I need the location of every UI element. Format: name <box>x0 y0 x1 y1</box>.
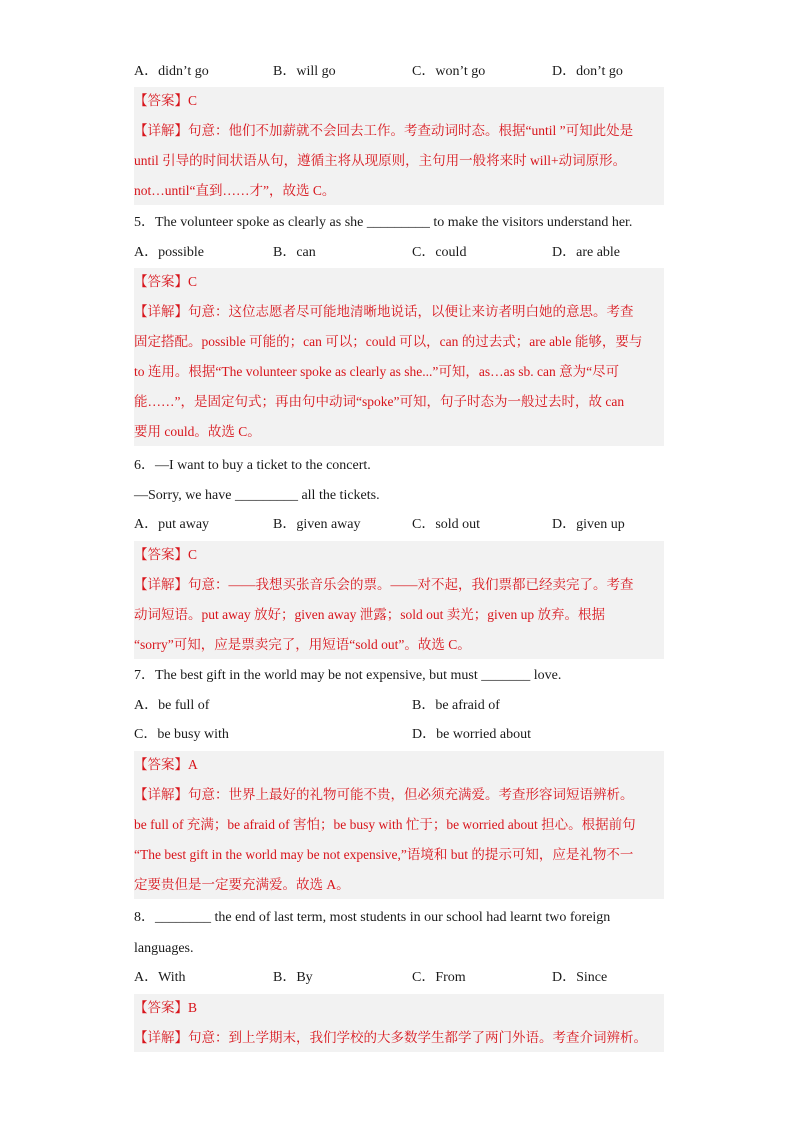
q5-detail-line-3: to 连用。根据“The volunteer spoke as clearly as she...”可知，as…as sb. can 意为“尽可 <box>134 364 620 379</box>
q8-options <box>134 964 694 992</box>
q5-detail-line-4: 能……”，是固定句式；再由句中动词“spoke”可知，句子时态为一般过去时，故 can <box>134 394 625 409</box>
q8-option-b: B．By <box>273 970 313 985</box>
q6-detail-line-2: 动词短语。put away 放好；given away 泄露；sold out 卖光；given up 放弃。根据 <box>134 607 605 622</box>
q4-option-a: A．didn’t go <box>134 64 209 79</box>
q4-options <box>134 58 694 86</box>
q7-detail-line-3: “The best gift in the world may be not expensive,”语境和 but 的提示可知，应是礼物不一 <box>134 847 634 862</box>
q5-detail-line-1: 【详解】句意：这位志愿者尽可能地清晰地说话，以便让来访者明白她的意思。考查 <box>134 304 634 319</box>
q8-answer-box <box>134 994 664 1052</box>
q5-detail-line-2: 固定搭配。possible 可能的；can 可以；could 可以，can 的过去式；are able 能够，要与 <box>134 334 643 349</box>
q7-option-d: D．be worried about <box>412 727 531 742</box>
q5-option-a: A．possible <box>134 245 204 260</box>
q6-detail-line-1: 【详解】句意：——我想买张音乐会的票。——对不起，我们票都已经卖完了。考查 <box>134 577 634 592</box>
q5-stem: 5．The volunteer spoke as clearly as she _________ to make the visitors understand her. <box>134 215 633 230</box>
q7-stem: 7．The best gift in the world may be not expensive, but must _______ love. <box>134 668 562 683</box>
q4-answer-box <box>134 87 664 205</box>
q4-detail-line-3: not…until“直到……才”，故选 C。 <box>134 183 336 198</box>
q6-option-d: D．given up <box>552 517 625 532</box>
q6-option-c: C．sold out <box>412 517 481 532</box>
q8-option-a: A．With <box>134 970 186 985</box>
q5-option-d: D．are able <box>552 245 621 260</box>
q8-option-d: D．Since <box>552 970 608 985</box>
q5-detail-line-5: 要用 could。故选 C。 <box>134 424 261 439</box>
q6-stem-line-2: —Sorry, we have _________ all the tickets. <box>134 488 380 503</box>
q6-option-a: A．put away <box>134 517 210 532</box>
q7-options-row-2 <box>134 721 694 749</box>
q4-detail-line-1: 【详解】句意：他们不加薪就不会回去工作。考查动词时态。根据“until ”可知此处是 <box>134 123 634 138</box>
q7-answer-box <box>134 751 664 899</box>
q5-option-b: B．can <box>273 245 316 260</box>
q6-options <box>134 511 694 539</box>
q8-stem-line-1: 8．________ the end of last term, most students in our school had learnt two foreign <box>134 910 611 925</box>
q4-option-b: B．will go <box>273 64 336 79</box>
q7-option-c: C．be busy with <box>134 727 229 742</box>
q7-detail-line-1: 【详解】句意：世界上最好的礼物可能不贵，但必须充满爱。考查形容词短语辨析。 <box>134 787 634 802</box>
q8-detail-line-1: 【详解】句意：到上学期末，我们学校的大多数学生都学了两门外语。考查介词辨析。 <box>134 1030 647 1045</box>
q4-answer: 【答案】C <box>134 93 198 108</box>
q5-answer-box <box>134 268 664 446</box>
q4-option-c: C．won’t go <box>412 64 486 79</box>
q8-answer: 【答案】B <box>134 1000 198 1015</box>
q7-detail-line-4: 定要贵但是一定要充满爱。故选 A。 <box>134 877 350 892</box>
q6-answer-box <box>134 541 664 659</box>
q5-answer: 【答案】C <box>134 274 198 289</box>
q4-detail-line-2: until 引导的时间状语从句，遵循主将从现原则，主句用一般将来时 will+动词原形。 <box>134 153 627 168</box>
q5-option-c: C．could <box>412 245 467 260</box>
q7-detail-line-2: be full of 充满；be afraid of 害怕；be busy with 忙于；be worried about 担心。根据前句 <box>134 817 636 832</box>
q4-option-d: D．don’t go <box>552 64 623 79</box>
q5-options <box>134 239 694 267</box>
q8-stem-line-2: languages. <box>134 941 194 956</box>
q6-detail-line-3: “sorry”可知，应是票卖完了，用短语“sold out”。故选 C。 <box>134 637 471 652</box>
q7-option-a: A．be full of <box>134 698 210 713</box>
q8-option-c: C．From <box>412 970 466 985</box>
q7-answer: 【答案】A <box>134 757 198 772</box>
q6-option-b: B．given away <box>273 517 361 532</box>
q7-options-row-1 <box>134 692 694 720</box>
q6-answer: 【答案】C <box>134 547 198 562</box>
q7-option-b: B．be afraid of <box>412 698 500 713</box>
q6-stem-line-1: 6．—I want to buy a ticket to the concert. <box>134 458 371 473</box>
